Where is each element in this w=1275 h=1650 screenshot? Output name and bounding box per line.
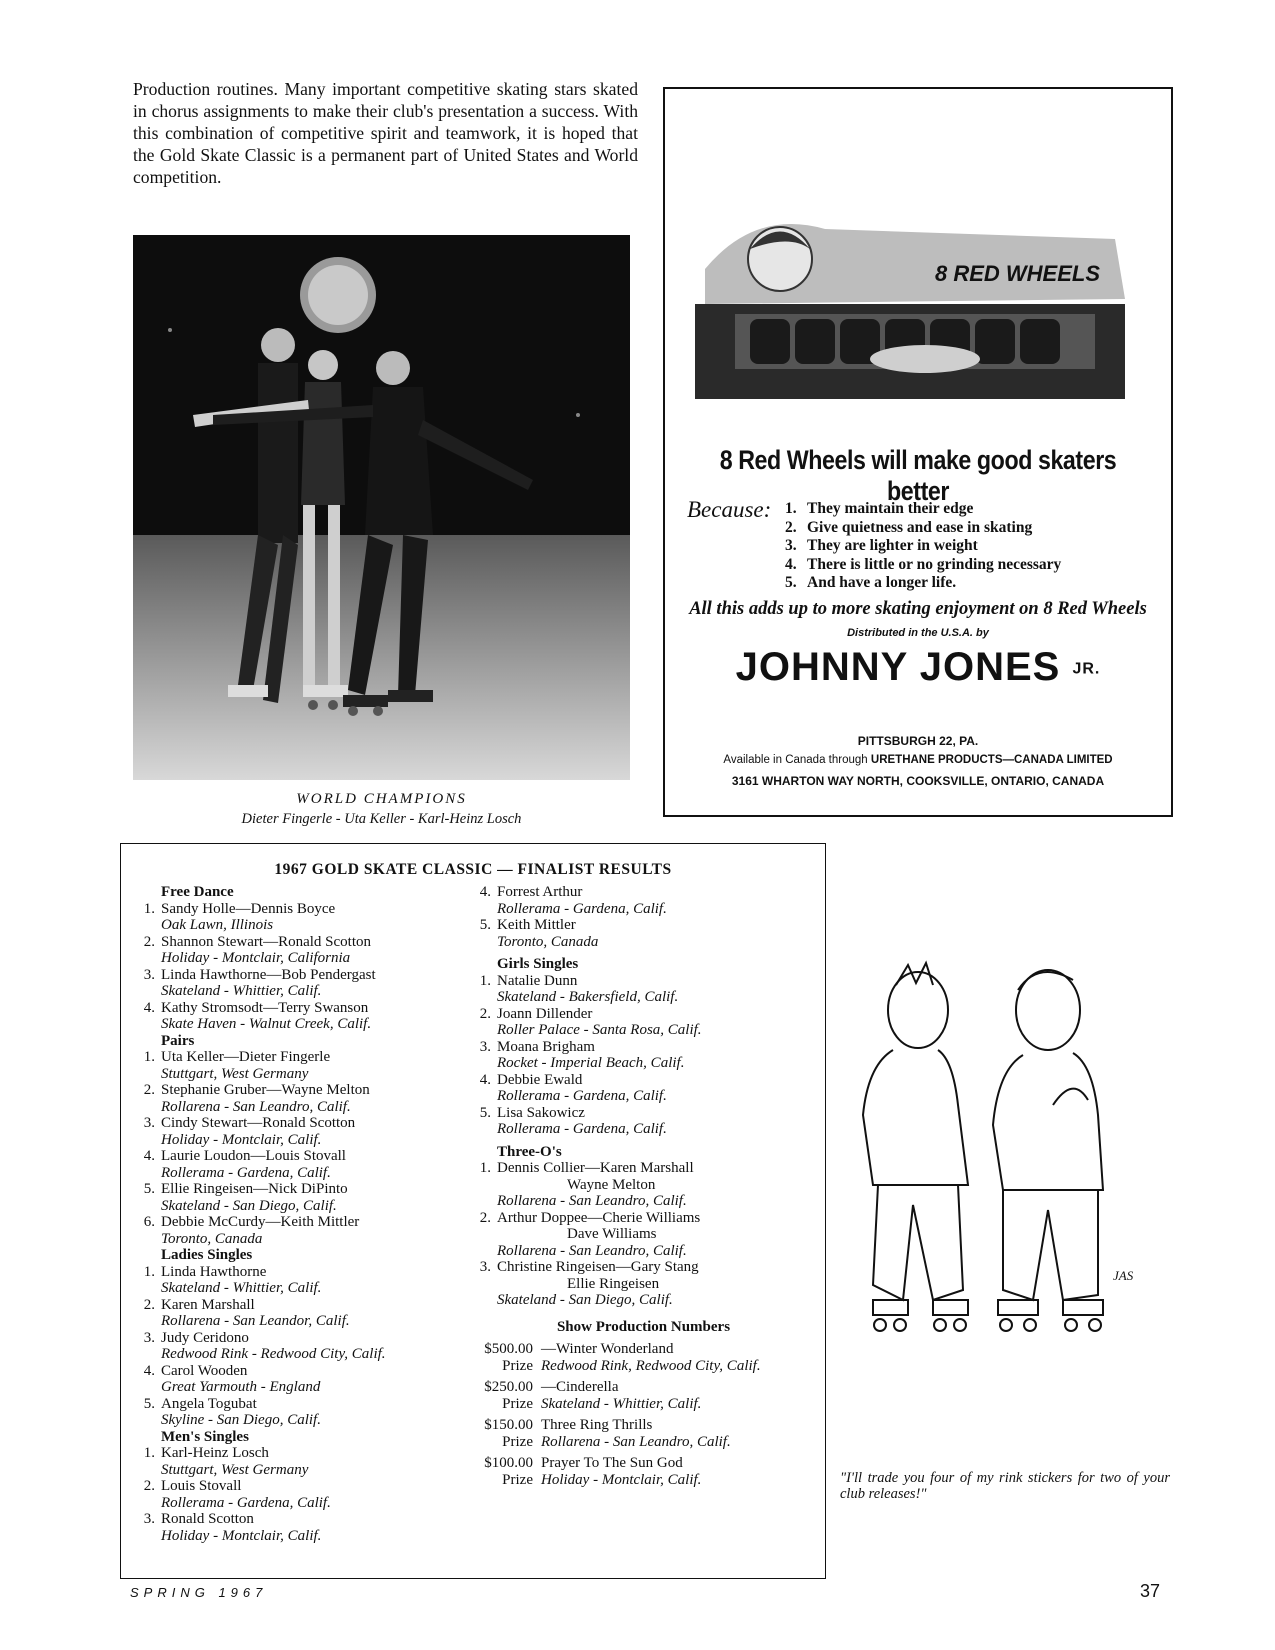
ad-headline: 8 Red Wheels will make good skaters better xyxy=(719,445,1117,506)
reason-item: 4. There is little or no grinding necessary xyxy=(785,555,1062,573)
result-entry: 3. Christine Ringeisen—Gary Stang Ellie Ringeisen Skateland - San Diego, Calif. xyxy=(479,1259,699,1308)
result-entry: 4. Debbie Ewald Rollerama - Gardena, Calif. xyxy=(479,1071,667,1104)
result-entry: 5. Keith Mittler Toronto, Canada xyxy=(479,917,599,950)
section-heading-girls-singles: Girls Singles xyxy=(497,956,579,972)
section-heading-mens-singles: Men's Singles xyxy=(161,1428,249,1445)
result-entry: 3. Moana Brigham Rocket - Imperial Beach, Calif. xyxy=(479,1038,685,1071)
results-column-right xyxy=(471,884,816,1493)
result-entry: 4. Kathy Stromsodt—Terry Swanson Skate Haven - Walnut Creek, Calif. xyxy=(143,999,372,1032)
prize-entry: $100.00 Prize Prayer To The Sun God Holiday - Montclair, Calif. xyxy=(484,1455,702,1488)
result-entry: 4. Forrest Arthur Rollerama - Gardena, Calif. xyxy=(479,884,667,917)
because-label: Because: xyxy=(687,497,772,522)
ad-tagline: All this adds up to more skating enjoyment on 8 Red Wheels xyxy=(689,599,1147,619)
result-entry: 1. Natalie Dunn Skateland - Bakersfield, Calif. xyxy=(479,972,679,1005)
section-heading-pairs: Pairs xyxy=(161,1032,195,1049)
distributed-by: Distributed in the U.S.A. by xyxy=(847,627,989,639)
section-heading-three-os: Three-O's xyxy=(497,1143,562,1160)
result-entry: 6. Debbie McCurdy—Keith Mittler Toronto, Canada xyxy=(143,1214,360,1247)
section-heading-show-production: Show Production Numbers xyxy=(556,1318,731,1335)
reason-item: 5. And have a longer life. xyxy=(785,574,957,591)
result-entry: 1. Dennis Collier—Karen Marshall Wayne Melton Rollarena - San Leandro, Calif. xyxy=(479,1160,694,1209)
cartoon-signature: JAS xyxy=(1113,1268,1134,1283)
results-column-left xyxy=(135,884,475,1544)
result-entry: 2. Joann Dillender Roller Palace - Santa Rosa, Calif. xyxy=(479,1005,702,1038)
result-entry: 3. Judy Ceridono Redwood Rink - Redwood City, Calif. xyxy=(143,1329,386,1362)
prize-entry: $250.00 Prize —Cinderella Skateland - Whittier, Calif. xyxy=(484,1379,702,1412)
red-wheels-advertisement xyxy=(663,87,1173,817)
result-entry: 4. Carol Wooden Great Yarmouth - England xyxy=(143,1362,321,1395)
prize-entry: $150.00 Prize Three Ring Thrills Rollarena - San Leandro, Calif. xyxy=(484,1417,731,1450)
result-entry: 2. Stephanie Gruber—Wayne Melton Rollarena - San Leandro, Calif. xyxy=(143,1082,370,1115)
result-entry: 4. Laurie Loudon—Louis Stovall Rollerama - Gardena, Calif. xyxy=(143,1148,346,1181)
reason-item: 2. Give quietness and ease in skating xyxy=(785,518,1033,536)
distributor-city: PITTSBURGH 22, PA. xyxy=(857,734,979,748)
skaters-photo-illustration xyxy=(133,235,630,780)
result-entry: 5. Angela Togubat Skyline - San Diego, Calif. xyxy=(143,1395,321,1428)
issue-label: SPRING 1967 xyxy=(130,1585,268,1600)
result-entry: 1. Linda Hawthorne Skateland - Whittier, Calif. xyxy=(143,1263,322,1296)
result-entry: 2. Shannon Stewart—Ronald Scotton Holiday - Montclair, California xyxy=(143,933,371,966)
reason-item: 3. They are lighter in weight xyxy=(785,537,978,554)
cartoon-caption: "I'll trade you four of my rink stickers for two of your club releases!" xyxy=(840,1470,1170,1502)
finalist-results-box xyxy=(120,843,826,1579)
result-entry: 3. Ronald Scotton Holiday - Montclair, Calif. xyxy=(143,1511,322,1544)
photo-caption-names: Dieter Fingerle - Uta Keller - Karl-Heinz Losch xyxy=(241,811,522,827)
canada-address: 3161 WHARTON WAY NORTH, COOKSVILLE, ONTARIO, CANADA xyxy=(731,774,1105,788)
photo-caption-title: WORLD CHAMPIONS xyxy=(296,791,467,807)
canada-availability: Available in Canada through URETHANE PRODUCTS—CANADA LIMITED xyxy=(723,754,1113,766)
result-entry: 2. Arthur Doppee—Cherie Williams Dave Williams Rollarena - San Leandro, Calif. xyxy=(479,1209,701,1259)
result-entry: 1. Sandy Holle—Dennis Boyce Oak Lawn, Illinois xyxy=(143,900,336,933)
prize-entry: $500.00 Prize —Winter Wonderland Redwood Rink, Redwood City, Calif. xyxy=(484,1341,761,1374)
section-heading-ladies-singles: Ladies Singles xyxy=(161,1247,253,1263)
result-entry: 3. Linda Hawthorne—Bob Pendergast Skateland - Whittier, Calif. xyxy=(143,966,376,999)
result-entry: 1. Uta Keller—Dieter Fingerle Stuttgart, West Germany xyxy=(143,1049,331,1082)
results-title: 1967 GOLD SKATE CLASSIC — FINALIST RESULTS xyxy=(274,861,672,878)
result-entry: 2. Louis Stovall Rollerama - Gardena, Calif. xyxy=(143,1478,331,1511)
product-box-label: 8 RED WHEELS xyxy=(935,261,1101,286)
result-entry: 5. Ellie Ringeisen—Nick DiPinto Skateland - San Diego, Calif. xyxy=(143,1181,348,1214)
reason-item: 1. They maintain their edge xyxy=(785,500,974,517)
section-heading-free-dance: Free Dance xyxy=(161,884,234,900)
skaters-cartoon xyxy=(838,955,1158,1365)
page-number: 37 xyxy=(1140,1581,1161,1601)
wheels-product-illustration xyxy=(695,209,1135,409)
world-champions-photo xyxy=(133,235,630,780)
result-entry: 1. Karl-Heinz Losch Stuttgart, West Germany xyxy=(143,1445,309,1478)
result-entry: 5. Lisa Sakowicz Rollerama - Gardena, Calif. xyxy=(479,1104,667,1137)
result-entry: 3. Cindy Stewart—Ronald Scotton Holiday - Montclair, Calif. xyxy=(143,1115,356,1148)
johnny-jones-logo: JOHNNY JONES JR. xyxy=(735,645,1101,689)
result-entry: 2. Karen Marshall Rollarena - San Leandor, Calif. xyxy=(143,1296,350,1329)
intro-paragraph: Production routines. Many important competitive skating stars skated in chorus assignments to make their club's presentation a success. With this combination of competitive spirit and teamwork, it is hoped that the Gold Skate Classic is a permanent part of United States and World competition. xyxy=(133,79,638,187)
reasons-list xyxy=(785,500,1061,593)
